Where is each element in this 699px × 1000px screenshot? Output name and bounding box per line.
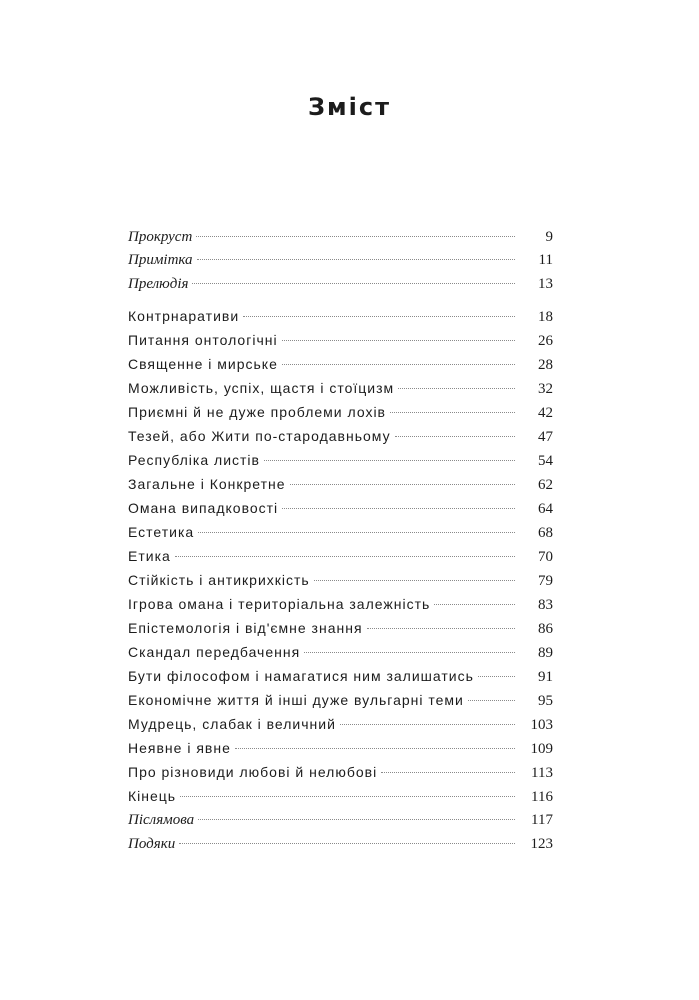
toc-entry [128, 545, 553, 567]
toc-page-number: 11 [538, 252, 553, 268]
toc-page-number: 62 [538, 477, 553, 493]
toc-page-number: 13 [538, 276, 553, 292]
dot-leader [179, 843, 515, 844]
toc-page-number: 103 [530, 717, 553, 733]
toc-page-number: 9 [545, 229, 553, 245]
toc-entry-title: Кінець [128, 788, 177, 804]
toc-entry-title: Неявне і явне [128, 740, 231, 756]
toc-entry [128, 761, 553, 783]
toc-entry [128, 737, 553, 759]
dot-leader [282, 508, 515, 509]
toc-entry-title: Естетика [128, 524, 195, 540]
toc-entry-title: Стійкість і антикрихкість [128, 572, 310, 588]
toc-entry-title: Скандал передбачення [128, 644, 301, 660]
toc-entry [128, 593, 553, 615]
dot-leader [196, 236, 515, 237]
toc-page-number: 91 [538, 669, 553, 685]
toc-entry [128, 249, 553, 271]
toc-page-number: 113 [531, 765, 553, 781]
toc-page-number: 54 [538, 453, 553, 469]
toc-entry [128, 425, 553, 447]
toc-entry [128, 353, 553, 375]
toc-entry-title: Епістемологія і від'ємне знання [128, 620, 363, 636]
toc-entry-title: Питання онтологічні [128, 332, 278, 348]
toc-entry-title: Бути філософом і намагатися ним залишатись [128, 668, 474, 684]
toc-page-number: 117 [531, 812, 553, 828]
toc-page-number: 83 [538, 597, 553, 613]
toc-entry [128, 641, 553, 663]
toc-page-number: 64 [538, 501, 553, 517]
toc-entry-title: Примітка [128, 252, 193, 268]
toc-entry [128, 401, 553, 423]
toc-entry [128, 713, 553, 735]
toc-entry-title: Післямова [128, 812, 195, 828]
dot-leader [192, 283, 515, 284]
toc-entry-title: Загальне і Конкретне [128, 476, 286, 492]
toc-entry-title: Республіка листів [128, 452, 260, 468]
dot-leader [282, 364, 515, 365]
toc-page-number: 18 [538, 309, 553, 325]
toc-entry [128, 521, 553, 543]
toc-page-number: 32 [538, 381, 553, 397]
dot-leader [398, 388, 515, 389]
toc-entry [128, 449, 553, 471]
toc-entry-title: Прелюдія [128, 276, 189, 292]
toc-page-number: 70 [538, 549, 553, 565]
toc-entry-title: Омана випадковості [128, 500, 279, 516]
toc-entry-title: Можливість, успіх, щастя і стоїцизм [128, 380, 395, 396]
dot-leader [395, 436, 515, 437]
toc-entry [128, 497, 553, 519]
dot-leader [434, 604, 515, 605]
toc-page-number: 68 [538, 525, 553, 541]
dot-leader [381, 772, 515, 773]
toc-entry-title: Мудрець, слабак і величний [128, 716, 336, 732]
toc-entry-title: Економічне життя й інші дуже вульгарні теми [128, 692, 464, 708]
dot-leader [180, 796, 515, 797]
toc-entry [128, 785, 553, 807]
dot-leader [367, 628, 515, 629]
dot-leader [478, 676, 515, 677]
dot-leader [468, 700, 515, 701]
toc-page-number: 28 [538, 357, 553, 373]
toc-page-number: 26 [538, 333, 553, 349]
dot-leader [282, 340, 515, 341]
toc-entry-title: Священне і мирське [128, 356, 278, 372]
toc-page-number: 79 [538, 573, 553, 589]
page-title: Зміст [307, 93, 392, 121]
dot-leader [390, 412, 515, 413]
toc-page-number: 123 [530, 836, 553, 852]
toc-entry [128, 809, 553, 831]
toc-entry-title: Контрнаративи [128, 308, 240, 324]
dot-leader [314, 580, 515, 581]
toc-entry-title: Подяки [128, 836, 176, 852]
toc-entry [128, 617, 553, 639]
toc-entry [128, 665, 553, 687]
toc-entry [128, 305, 553, 327]
dot-leader [304, 652, 515, 653]
toc-page-number: 89 [538, 645, 553, 661]
toc-entry-title: Ігрова омана і територіальна залежність [128, 596, 431, 612]
toc-entry-title: Про різновиди любові й нелюбові [128, 764, 378, 780]
toc-page-number: 47 [538, 429, 553, 445]
toc-page-number: 86 [538, 621, 553, 637]
toc-entry [128, 833, 553, 855]
dot-leader [264, 460, 515, 461]
toc-entry-title: Приємні й не дуже проблеми лохів [128, 404, 386, 420]
toc-entry-title: Прокруст [128, 229, 193, 245]
toc-entry [128, 226, 553, 248]
dot-leader [198, 819, 515, 820]
dot-leader [198, 532, 515, 533]
toc-entry [128, 689, 553, 711]
dot-leader [243, 316, 515, 317]
dot-leader [175, 556, 515, 557]
toc-page-number: 95 [538, 693, 553, 709]
toc-entry [128, 377, 553, 399]
toc-entry [128, 329, 553, 351]
toc-entry [128, 273, 553, 295]
toc-entry [128, 473, 553, 495]
dot-leader [235, 748, 515, 749]
toc-page-number: 116 [531, 789, 553, 805]
toc-page-number: 42 [538, 405, 553, 421]
dot-leader [290, 484, 515, 485]
toc-entry-title: Етика [128, 548, 171, 564]
dot-leader [197, 259, 515, 260]
toc-entry-title: Тезей, або Жити по-стародавньому [128, 428, 391, 444]
toc-page-number: 109 [530, 741, 553, 757]
toc-entry [128, 569, 553, 591]
dot-leader [340, 724, 515, 725]
